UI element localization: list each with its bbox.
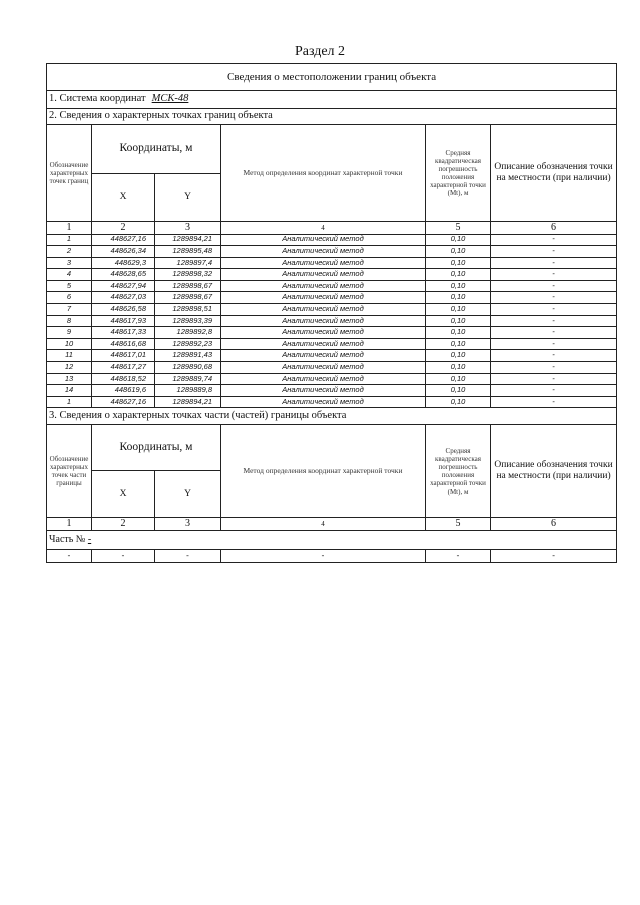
point-description: - — [491, 257, 617, 269]
point-x: 448617,93 — [92, 315, 155, 327]
table-row — [47, 246, 617, 258]
point-y: 1289893,39 — [155, 315, 221, 327]
col-num: 4 — [221, 518, 426, 531]
point-error: 0,10 — [426, 338, 491, 350]
point-number: 13 — [47, 373, 92, 385]
point-x: 448617,27 — [92, 362, 155, 374]
point-y: 1289898,67 — [155, 280, 221, 292]
point-description: - — [491, 269, 617, 281]
part-label-text: Часть № — [49, 534, 86, 546]
point-method: Аналитический метод — [221, 362, 426, 374]
section2-title-row — [47, 109, 617, 125]
column-number-row — [47, 222, 617, 235]
point-description: - — [491, 292, 617, 304]
part-number: - — [87, 534, 92, 546]
point-description: - — [491, 327, 617, 339]
point-number: 1 — [47, 234, 92, 246]
coord-system-value: МСК-48 — [151, 93, 189, 105]
header-error: Средняя квадратическая погрешность положения характерной точки (Mt), м — [426, 125, 491, 222]
part-row — [47, 530, 617, 549]
point-error: 0,10 — [426, 396, 491, 408]
table-row — [47, 257, 617, 269]
point-method: Аналитический метод — [221, 396, 426, 408]
point-number: 9 — [47, 327, 92, 339]
col-num: 5 — [426, 222, 491, 235]
header3-y: Y — [155, 470, 221, 518]
table-row — [47, 327, 617, 339]
table-row — [47, 350, 617, 362]
part-cell: - — [92, 549, 155, 562]
point-y: 1289898,32 — [155, 269, 221, 281]
table-row — [47, 234, 617, 246]
point-description: - — [491, 385, 617, 397]
col-num: 2 — [92, 518, 155, 531]
section3-title-row — [47, 408, 617, 425]
point-error: 0,10 — [426, 246, 491, 258]
section3-title: 3. Сведения о характерных точках части (частей) границы объекта — [47, 408, 617, 425]
header3-error: Средняя квадратическая погрешность положения характерной точки (Mt), м — [426, 425, 491, 518]
col-num: 6 — [491, 222, 617, 235]
point-y: 1289889,8 — [155, 385, 221, 397]
col-num: 2 — [92, 222, 155, 235]
point-x: 448627,94 — [92, 280, 155, 292]
point-description: - — [491, 396, 617, 408]
point-y: 1289890,68 — [155, 362, 221, 374]
point-x: 448629,3 — [92, 257, 155, 269]
point-number: 11 — [47, 350, 92, 362]
point-error: 0,10 — [426, 315, 491, 327]
point-number: 6 — [47, 292, 92, 304]
point-description: - — [491, 246, 617, 258]
point-method: Аналитический метод — [221, 292, 426, 304]
header3-x: X — [92, 470, 155, 518]
point-x: 448619,6 — [92, 385, 155, 397]
header-row-1 — [47, 125, 617, 174]
point-description: - — [491, 234, 617, 246]
point-method: Аналитический метод — [221, 257, 426, 269]
point-method: Аналитический метод — [221, 280, 426, 292]
point-x: 448628,65 — [92, 269, 155, 281]
coord-system-row — [47, 91, 617, 109]
header-coords: Координаты, м — [92, 125, 221, 174]
header-y: Y — [155, 173, 221, 222]
point-number: 7 — [47, 304, 92, 316]
table-row — [47, 338, 617, 350]
point-x: 448616,68 — [92, 338, 155, 350]
col-num: 5 — [426, 518, 491, 531]
part-cell: - — [155, 549, 221, 562]
point-y: 1289891,43 — [155, 350, 221, 362]
point-method: Аналитический метод — [221, 269, 426, 281]
point-description: - — [491, 280, 617, 292]
point-method: Аналитический метод — [221, 304, 426, 316]
point-x: 448617,01 — [92, 350, 155, 362]
header-point-designation: Обозначение характерных точек границ — [47, 125, 92, 222]
header-description: Описание обозначения точки на местности (при наличии) — [491, 125, 617, 222]
point-method: Аналитический метод — [221, 246, 426, 258]
point-y: 1289892,8 — [155, 327, 221, 339]
point-y: 1289897,4 — [155, 257, 221, 269]
main-title-row — [47, 64, 617, 91]
point-method: Аналитический метод — [221, 350, 426, 362]
col-num: 3 — [155, 222, 221, 235]
point-error: 0,10 — [426, 292, 491, 304]
point-method: Аналитический метод — [221, 315, 426, 327]
table-row — [47, 385, 617, 397]
point-number: 1 — [47, 396, 92, 408]
point-x: 448626,58 — [92, 304, 155, 316]
header-x: X — [92, 173, 155, 222]
table-row — [47, 304, 617, 316]
col-num: 6 — [491, 518, 617, 531]
point-number: 10 — [47, 338, 92, 350]
main-title: Сведения о местоположении границ объекта — [47, 64, 617, 91]
point-error: 0,10 — [426, 373, 491, 385]
header3-point-designation: Обозначение характерных точек части границы — [47, 425, 92, 518]
points-body — [47, 234, 617, 408]
header3-coords: Координаты, м — [92, 425, 221, 470]
point-number: 14 — [47, 385, 92, 397]
point-description: - — [491, 350, 617, 362]
point-number: 3 — [47, 257, 92, 269]
point-y: 1289894,21 — [155, 234, 221, 246]
point-y: 1289895,48 — [155, 246, 221, 258]
point-error: 0,10 — [426, 257, 491, 269]
point-x: 448626,34 — [92, 246, 155, 258]
point-x: 448627,16 — [92, 396, 155, 408]
page-title: Раздел 2 — [294, 44, 346, 59]
point-error: 0,10 — [426, 327, 491, 339]
point-number: 8 — [47, 315, 92, 327]
point-error: 0,10 — [426, 385, 491, 397]
part-cell: - — [491, 549, 617, 562]
point-y: 1289889,74 — [155, 373, 221, 385]
point-y: 1289898,51 — [155, 304, 221, 316]
part-cell: - — [47, 549, 92, 562]
part-cell: - — [426, 549, 491, 562]
point-x: 448618,52 — [92, 373, 155, 385]
point-x: 448627,16 — [92, 234, 155, 246]
point-error: 0,10 — [426, 280, 491, 292]
table-row — [47, 315, 617, 327]
col-num: 1 — [47, 518, 92, 531]
point-y: 1289894,21 — [155, 396, 221, 408]
header3-method: Метод определения координат характерной точки — [221, 425, 426, 518]
point-method: Аналитический метод — [221, 234, 426, 246]
point-number: 12 — [47, 362, 92, 374]
section2-title: 2. Сведения о характерных точках границ объекта — [47, 109, 617, 125]
table-row — [47, 280, 617, 292]
col-num: 4 — [221, 222, 426, 235]
point-method: Аналитический метод — [221, 327, 426, 339]
col-num: 3 — [155, 518, 221, 531]
point-method: Аналитический метод — [221, 385, 426, 397]
point-number: 5 — [47, 280, 92, 292]
header3-description: Описание обозначения точки на местности (при наличии) — [491, 425, 617, 518]
point-number: 4 — [47, 269, 92, 281]
point-description: - — [491, 362, 617, 374]
coord-system-label: 1. Система координат — [49, 93, 146, 105]
header-method: Метод определения координат характерной точки — [221, 125, 426, 222]
point-error: 0,10 — [426, 234, 491, 246]
col-num: 1 — [47, 222, 92, 235]
point-error: 0,10 — [426, 304, 491, 316]
header3-row-1 — [47, 425, 617, 470]
point-number: 2 — [47, 246, 92, 258]
table-row — [47, 396, 617, 408]
point-method: Аналитический метод — [221, 373, 426, 385]
point-description: - — [491, 304, 617, 316]
point-x: 448617,33 — [92, 327, 155, 339]
part-data-row — [47, 549, 617, 562]
point-error: 0,10 — [426, 350, 491, 362]
part-label — [47, 530, 617, 549]
point-description: - — [491, 315, 617, 327]
part-cell: - — [221, 549, 426, 562]
table-row — [47, 362, 617, 374]
point-x: 448627,03 — [92, 292, 155, 304]
coord-system — [47, 91, 617, 109]
point-error: 0,10 — [426, 362, 491, 374]
point-error: 0,10 — [426, 269, 491, 281]
table-row — [47, 292, 617, 304]
table-row — [47, 269, 617, 281]
boundary-table — [46, 63, 617, 563]
column-number-row-3 — [47, 518, 617, 531]
point-y: 1289892,23 — [155, 338, 221, 350]
point-y: 1289898,67 — [155, 292, 221, 304]
point-method: Аналитический метод — [221, 338, 426, 350]
table-row — [47, 373, 617, 385]
point-description: - — [491, 373, 617, 385]
point-description: - — [491, 338, 617, 350]
